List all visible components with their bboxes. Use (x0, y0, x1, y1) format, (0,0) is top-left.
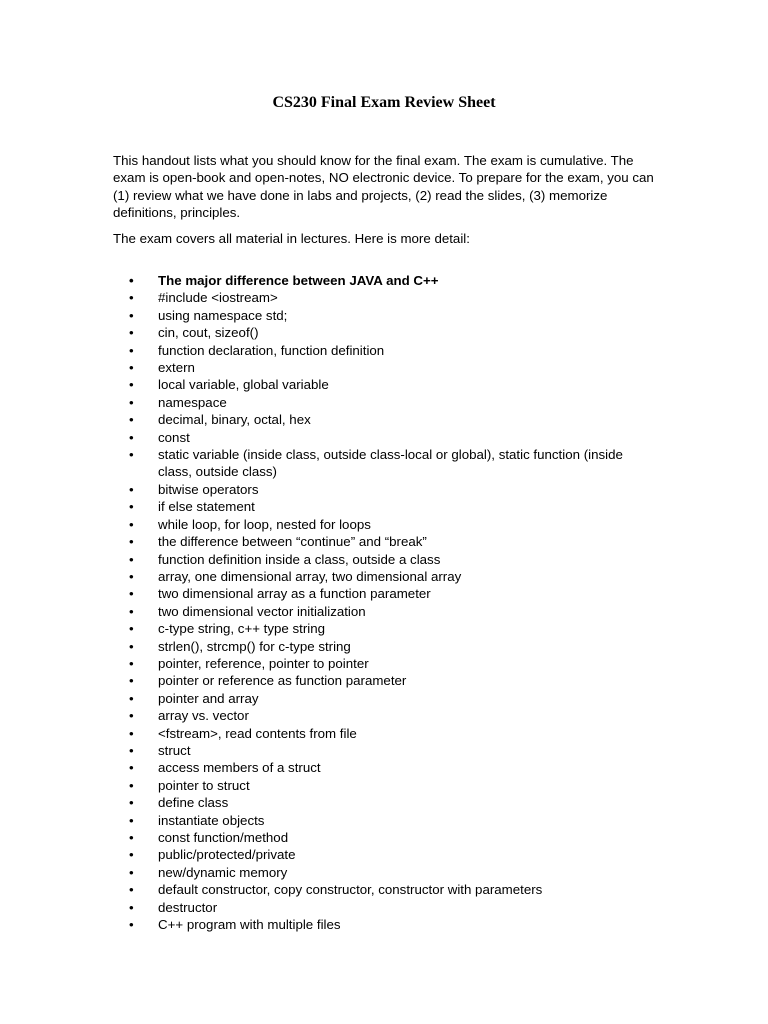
bullet-icon: • (129, 882, 134, 898)
bullet-icon: • (129, 603, 134, 619)
list-item-text: pointer and array (158, 690, 259, 706)
list-item-text: C++ program with multiple files (158, 917, 341, 933)
list-item (129, 655, 659, 672)
list-item-text: cin, cout, sizeof() (158, 325, 259, 341)
bullet-icon: • (129, 760, 134, 776)
bullet-icon: • (129, 534, 134, 550)
list-item (129, 829, 659, 846)
list-item (129, 551, 659, 568)
list-item-text: extern (158, 360, 195, 376)
bullet-icon: • (129, 690, 134, 706)
list-item-text: while loop, for loop, nested for loops (158, 516, 371, 532)
list-item (129, 307, 659, 324)
list-item (129, 516, 659, 533)
bullet-icon: • (129, 360, 134, 376)
list-item (129, 794, 659, 811)
bullet-icon: • (129, 725, 134, 741)
bullet-icon: • (129, 516, 134, 532)
bullet-icon: • (129, 708, 134, 724)
bullet-icon: • (129, 481, 134, 497)
list-item (129, 777, 659, 794)
bullet-icon: • (129, 290, 134, 306)
list-item-text: strlen(), strcmp() for c-type string (158, 638, 351, 654)
list-item (129, 690, 659, 707)
list-item-text: static variable (inside class, outside class-local or global), static function (inside class, outside class) (158, 447, 623, 480)
intro-line-2: The exam covers all material in lectures. Here is more detail: (113, 231, 470, 246)
bullet-icon: • (129, 847, 134, 863)
list-item (129, 568, 659, 585)
list-item (129, 411, 659, 428)
list-item (129, 672, 659, 689)
list-item (129, 916, 659, 933)
list-item-text: namespace (158, 394, 227, 410)
bullet-icon: • (129, 342, 134, 358)
bullet-icon: • (129, 621, 134, 637)
bullet-icon: • (129, 777, 134, 793)
bullet-icon: • (129, 655, 134, 671)
list-item (129, 533, 659, 550)
bullet-icon: • (129, 864, 134, 880)
list-item-text: pointer, reference, pointer to pointer (158, 655, 369, 671)
list-item-text: define class (158, 795, 229, 811)
list-item-text: access members of a struct (158, 760, 321, 776)
bullet-icon: • (129, 499, 134, 515)
list-item (129, 742, 659, 759)
list-item-text: if else statement (158, 499, 255, 515)
list-item-text: public/protected/private (158, 847, 296, 863)
bullet-icon: • (129, 447, 134, 463)
list-item-text: function declaration, function definition (158, 342, 385, 358)
topics-list (129, 272, 659, 933)
intro-paragraph: This handout lists what you should know for the final exam. The exam is cumulative. The exam is open-book and open-notes, NO electronic device. To prepare for the exam, you can (1) review what we have done in labs and projects, (2) read the slides, (3) memorize definitions, principles. (113, 153, 654, 221)
list-item (129, 359, 659, 376)
list-item (129, 759, 659, 776)
list-item (129, 498, 659, 515)
list-item-text: The major difference between JAVA and C++ (158, 273, 439, 288)
document-title: CS230 Final Exam Review Sheet (272, 94, 496, 111)
list-item (129, 429, 659, 446)
list-item (129, 812, 659, 829)
list-item-text: array vs. vector (158, 708, 249, 724)
list-item (129, 481, 659, 498)
list-item-text: const (158, 429, 190, 445)
list-item (129, 289, 659, 306)
list-item-text: pointer to struct (158, 777, 250, 793)
bullet-icon: • (129, 394, 134, 410)
bullet-icon: • (129, 795, 134, 811)
list-item (129, 638, 659, 655)
list-item (129, 324, 659, 341)
list-item (129, 864, 659, 881)
list-item (129, 620, 659, 637)
list-item (129, 342, 659, 359)
bullet-icon: • (129, 568, 134, 584)
bullet-icon: • (129, 830, 134, 845)
list-item (129, 272, 659, 289)
list-item-text: using namespace std; (158, 307, 288, 323)
list-item-text: const function/method (158, 830, 289, 845)
bullet-icon: • (129, 899, 134, 915)
list-item-text: function definition inside a class, outside a class (158, 551, 441, 567)
list-item-text: struct (158, 742, 191, 758)
list-item-text: new/dynamic memory (158, 864, 288, 880)
bullet-icon: • (129, 377, 134, 393)
list-item-text: local variable, global variable (158, 377, 329, 393)
bullet-icon: • (129, 307, 134, 323)
list-item (129, 603, 659, 620)
list-item-text: array, one dimensional array, two dimensional array (158, 568, 462, 584)
list-item-text: two dimensional vector initialization (158, 603, 366, 619)
list-item-text: bitwise operators (158, 481, 259, 497)
bullet-icon: • (129, 586, 134, 602)
bullet-icon: • (129, 325, 134, 341)
list-item (129, 707, 659, 724)
bullet-icon: • (129, 917, 134, 933)
list-item-text: c-type string, c++ type string (158, 621, 326, 637)
list-item (129, 899, 659, 916)
bullet-icon: • (129, 412, 134, 428)
list-item (129, 846, 659, 863)
list-item (129, 446, 659, 481)
list-item (129, 376, 659, 393)
list-item (129, 881, 659, 898)
bullet-icon: • (129, 673, 134, 689)
bullet-icon: • (129, 742, 134, 758)
bullet-icon: • (129, 273, 134, 288)
bullet-icon: • (129, 551, 134, 567)
list-item-text: default constructor, copy constructor, constructor with parameters (158, 882, 543, 898)
bullet-icon: • (129, 429, 134, 445)
list-item-text: #include <iostream> (158, 290, 278, 306)
list-item-text: <fstream>, read contents from file (158, 725, 357, 741)
list-item-text: decimal, binary, octal, hex (158, 412, 311, 428)
list-item-text: destructor (158, 899, 218, 915)
list-item-text: the difference between “continue” and “break” (158, 534, 427, 550)
list-item-text: pointer or reference as function parameter (158, 673, 407, 689)
bullet-icon: • (129, 638, 134, 654)
list-item (129, 725, 659, 742)
list-item (129, 585, 659, 602)
list-item-text: instantiate objects (158, 812, 265, 828)
bullet-icon: • (129, 812, 134, 828)
list-item-text: two dimensional array as a function parameter (158, 586, 431, 602)
list-item (129, 394, 659, 411)
